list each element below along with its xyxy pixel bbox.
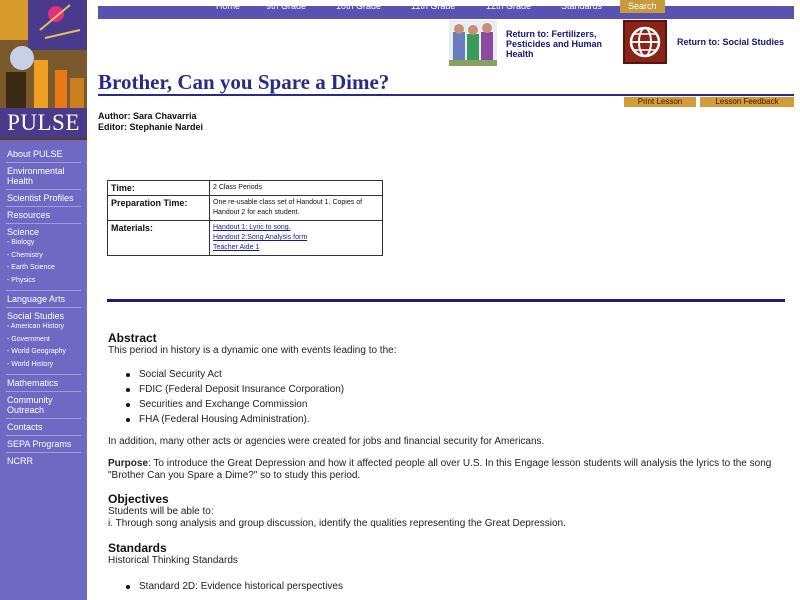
objectives-heading: Objectives — [108, 492, 169, 506]
sidebar-divider — [6, 189, 81, 190]
sidebar-item-scientist-profiles[interactable]: Scientist Profiles — [7, 193, 74, 203]
list-item-text: Social Security Act — [139, 369, 222, 380]
sidebar-divider — [6, 206, 81, 207]
sidebar-divider — [6, 223, 81, 224]
lesson-content — [108, 331, 788, 594]
sidebar-item-language-arts[interactable]: Language Arts — [7, 294, 66, 304]
sidebar-item-science[interactable]: Science — [7, 227, 40, 237]
purpose-label: Purpose — [108, 458, 149, 469]
list-item-text: Standard 2D: Evidence historical perspectives — [139, 581, 343, 592]
sidebar-item-ncrr[interactable]: NCRR — [7, 456, 33, 466]
standards-heading: Standards — [108, 541, 167, 555]
title-divider — [98, 94, 794, 96]
sidebar-item-social-studies[interactable]: Social Studies — [7, 311, 65, 321]
sidebar-item-physics[interactable]: - Physics — [7, 276, 36, 284]
sidebar-item-world-geography[interactable]: - World Geography — [7, 348, 67, 355]
sidebar-item-resources[interactable]: Resources — [7, 210, 51, 220]
sidebar-item-world-history[interactable]: - World History — [7, 360, 54, 368]
sidebar-item-government[interactable]: - Government — [7, 335, 50, 343]
abstract-intro: This period in history is a dynamic one with events leading to the: — [108, 345, 397, 356]
sidebar-divider — [6, 374, 81, 375]
list-item-text: Securities and Exchange Commission — [139, 399, 308, 410]
list-item — [108, 412, 788, 427]
sidebar-item-about-pulse[interactable]: About PULSE — [7, 149, 63, 159]
pulse-logo-art — [0, 0, 87, 108]
materials-label: Materials: — [108, 221, 210, 256]
list-item-text: FDIC (Federal Deposit Insurance Corporation) — [139, 384, 345, 395]
bullet-icon — [126, 403, 130, 407]
logo-text: PULSE — [0, 108, 87, 138]
table-row — [108, 181, 383, 196]
nav-12th-grade[interactable]: 12th Grade — [486, 1, 532, 11]
sidebar-item-american-history[interactable]: - American History — [7, 323, 65, 330]
nav-standards[interactable]: Standards — [561, 1, 603, 11]
sidebar-item-environmental-health[interactable]: Environmental Health — [7, 166, 65, 186]
sidebar-divider — [6, 162, 81, 163]
section-divider — [107, 299, 785, 302]
purpose-paragraph — [108, 458, 788, 482]
lesson-info-table — [107, 180, 383, 256]
nav-search[interactable]: Search — [620, 0, 665, 13]
sidebar-item-contacts[interactable]: Contacts — [7, 422, 43, 432]
sidebar-divider — [6, 391, 81, 392]
sidebar-item-earth-science[interactable]: - Earth Science — [7, 264, 55, 271]
time-label: Time: — [108, 181, 210, 196]
sidebar-item-chemistry[interactable]: - Chemistry — [7, 251, 43, 259]
abstract-heading: Abstract — [108, 331, 157, 345]
list-item — [108, 367, 788, 382]
sidebar-nav — [0, 146, 87, 466]
standards-subheading: Historical Thinking Standards — [108, 555, 238, 566]
teacher-aide-link[interactable]: Teacher Aide 1 — [213, 244, 260, 251]
list-item — [108, 397, 788, 412]
list-item — [108, 579, 788, 594]
sidebar-item-community-outreach[interactable]: Community Outreach — [7, 395, 53, 415]
left-sidebar — [0, 0, 87, 600]
sidebar-item-sepa-programs[interactable]: SEPA Programs — [7, 439, 72, 449]
sidebar-divider — [6, 307, 81, 308]
nav-11th-grade[interactable]: 11th Grade — [411, 1, 456, 11]
materials-value — [210, 221, 383, 256]
bullet-icon — [126, 418, 130, 422]
list-item-text: FHA (Federal Housing Administration). — [139, 414, 310, 425]
time-value: 2 Class Periods — [210, 181, 383, 196]
bullet-icon — [126, 585, 130, 589]
nav-home[interactable]: Home — [216, 1, 241, 11]
sidebar-divider — [6, 290, 81, 291]
return-social-studies-link[interactable]: Return to: Social Studies — [677, 37, 785, 47]
nav-10th-grade[interactable]: 10th Grade — [336, 1, 382, 11]
table-row — [108, 221, 383, 256]
abstract-addition: In addition, many other acts or agencies were created for jobs and financial security for Americans. — [108, 436, 545, 447]
objectives-intro: Students will be able to: — [108, 506, 214, 517]
print-lesson-button[interactable]: Print Lesson — [624, 97, 696, 107]
fertilizers-thumbnail[interactable] — [449, 20, 497, 66]
standards-list — [108, 579, 788, 594]
farmers-image — [449, 20, 497, 66]
nav-9th-grade[interactable]: 9th Grade — [266, 1, 307, 11]
table-row — [108, 196, 383, 221]
abstract-list — [108, 367, 788, 427]
prep-label: Preparation Time: — [108, 196, 210, 221]
editor: Editor: Stephanie Nardei — [98, 122, 204, 132]
handout-1-link[interactable]: Handout 1: Lyric to song. — [213, 224, 291, 231]
globe-icon-art — [625, 22, 665, 62]
sidebar-divider — [6, 435, 81, 436]
lesson-feedback-button[interactable]: Lesson Feedback — [700, 97, 794, 107]
bullet-icon — [126, 388, 130, 392]
author: Author: Sara Chavarria — [98, 111, 197, 121]
sidebar-divider — [6, 418, 81, 419]
globe-icon[interactable] — [623, 20, 667, 64]
list-item — [108, 382, 788, 397]
sidebar-item-biology[interactable]: - Biology — [7, 239, 35, 246]
return-fertilizers-link[interactable]: Return to: Fertilizers, Pesticides and Human Health — [506, 29, 603, 59]
bullet-icon — [126, 373, 130, 377]
sidebar-item-mathematics[interactable]: Mathematics — [7, 378, 59, 388]
prep-value: One re-usable class set of Handout 1. Copies of Handout 2 for each student. — [210, 196, 383, 221]
page-title: Brother, Can you Spare a Dime? — [98, 70, 390, 94]
sidebar-divider — [6, 452, 81, 453]
handout-2-link[interactable]: Handout 2:Song Analysis form — [213, 234, 308, 241]
credits — [98, 111, 203, 133]
purpose-text: : To introduce the Great Depression and how it affected people all over U.S. In this Engage lesson students will analysis the lyrics to the song "Brother Can you Spare a Dime?" so to study this period. — [108, 458, 772, 481]
objectives-item: i. Through song analysis and group discussion, identify the qualities representing the Great Depression. — [108, 518, 566, 529]
pulse-logo[interactable] — [0, 0, 87, 140]
